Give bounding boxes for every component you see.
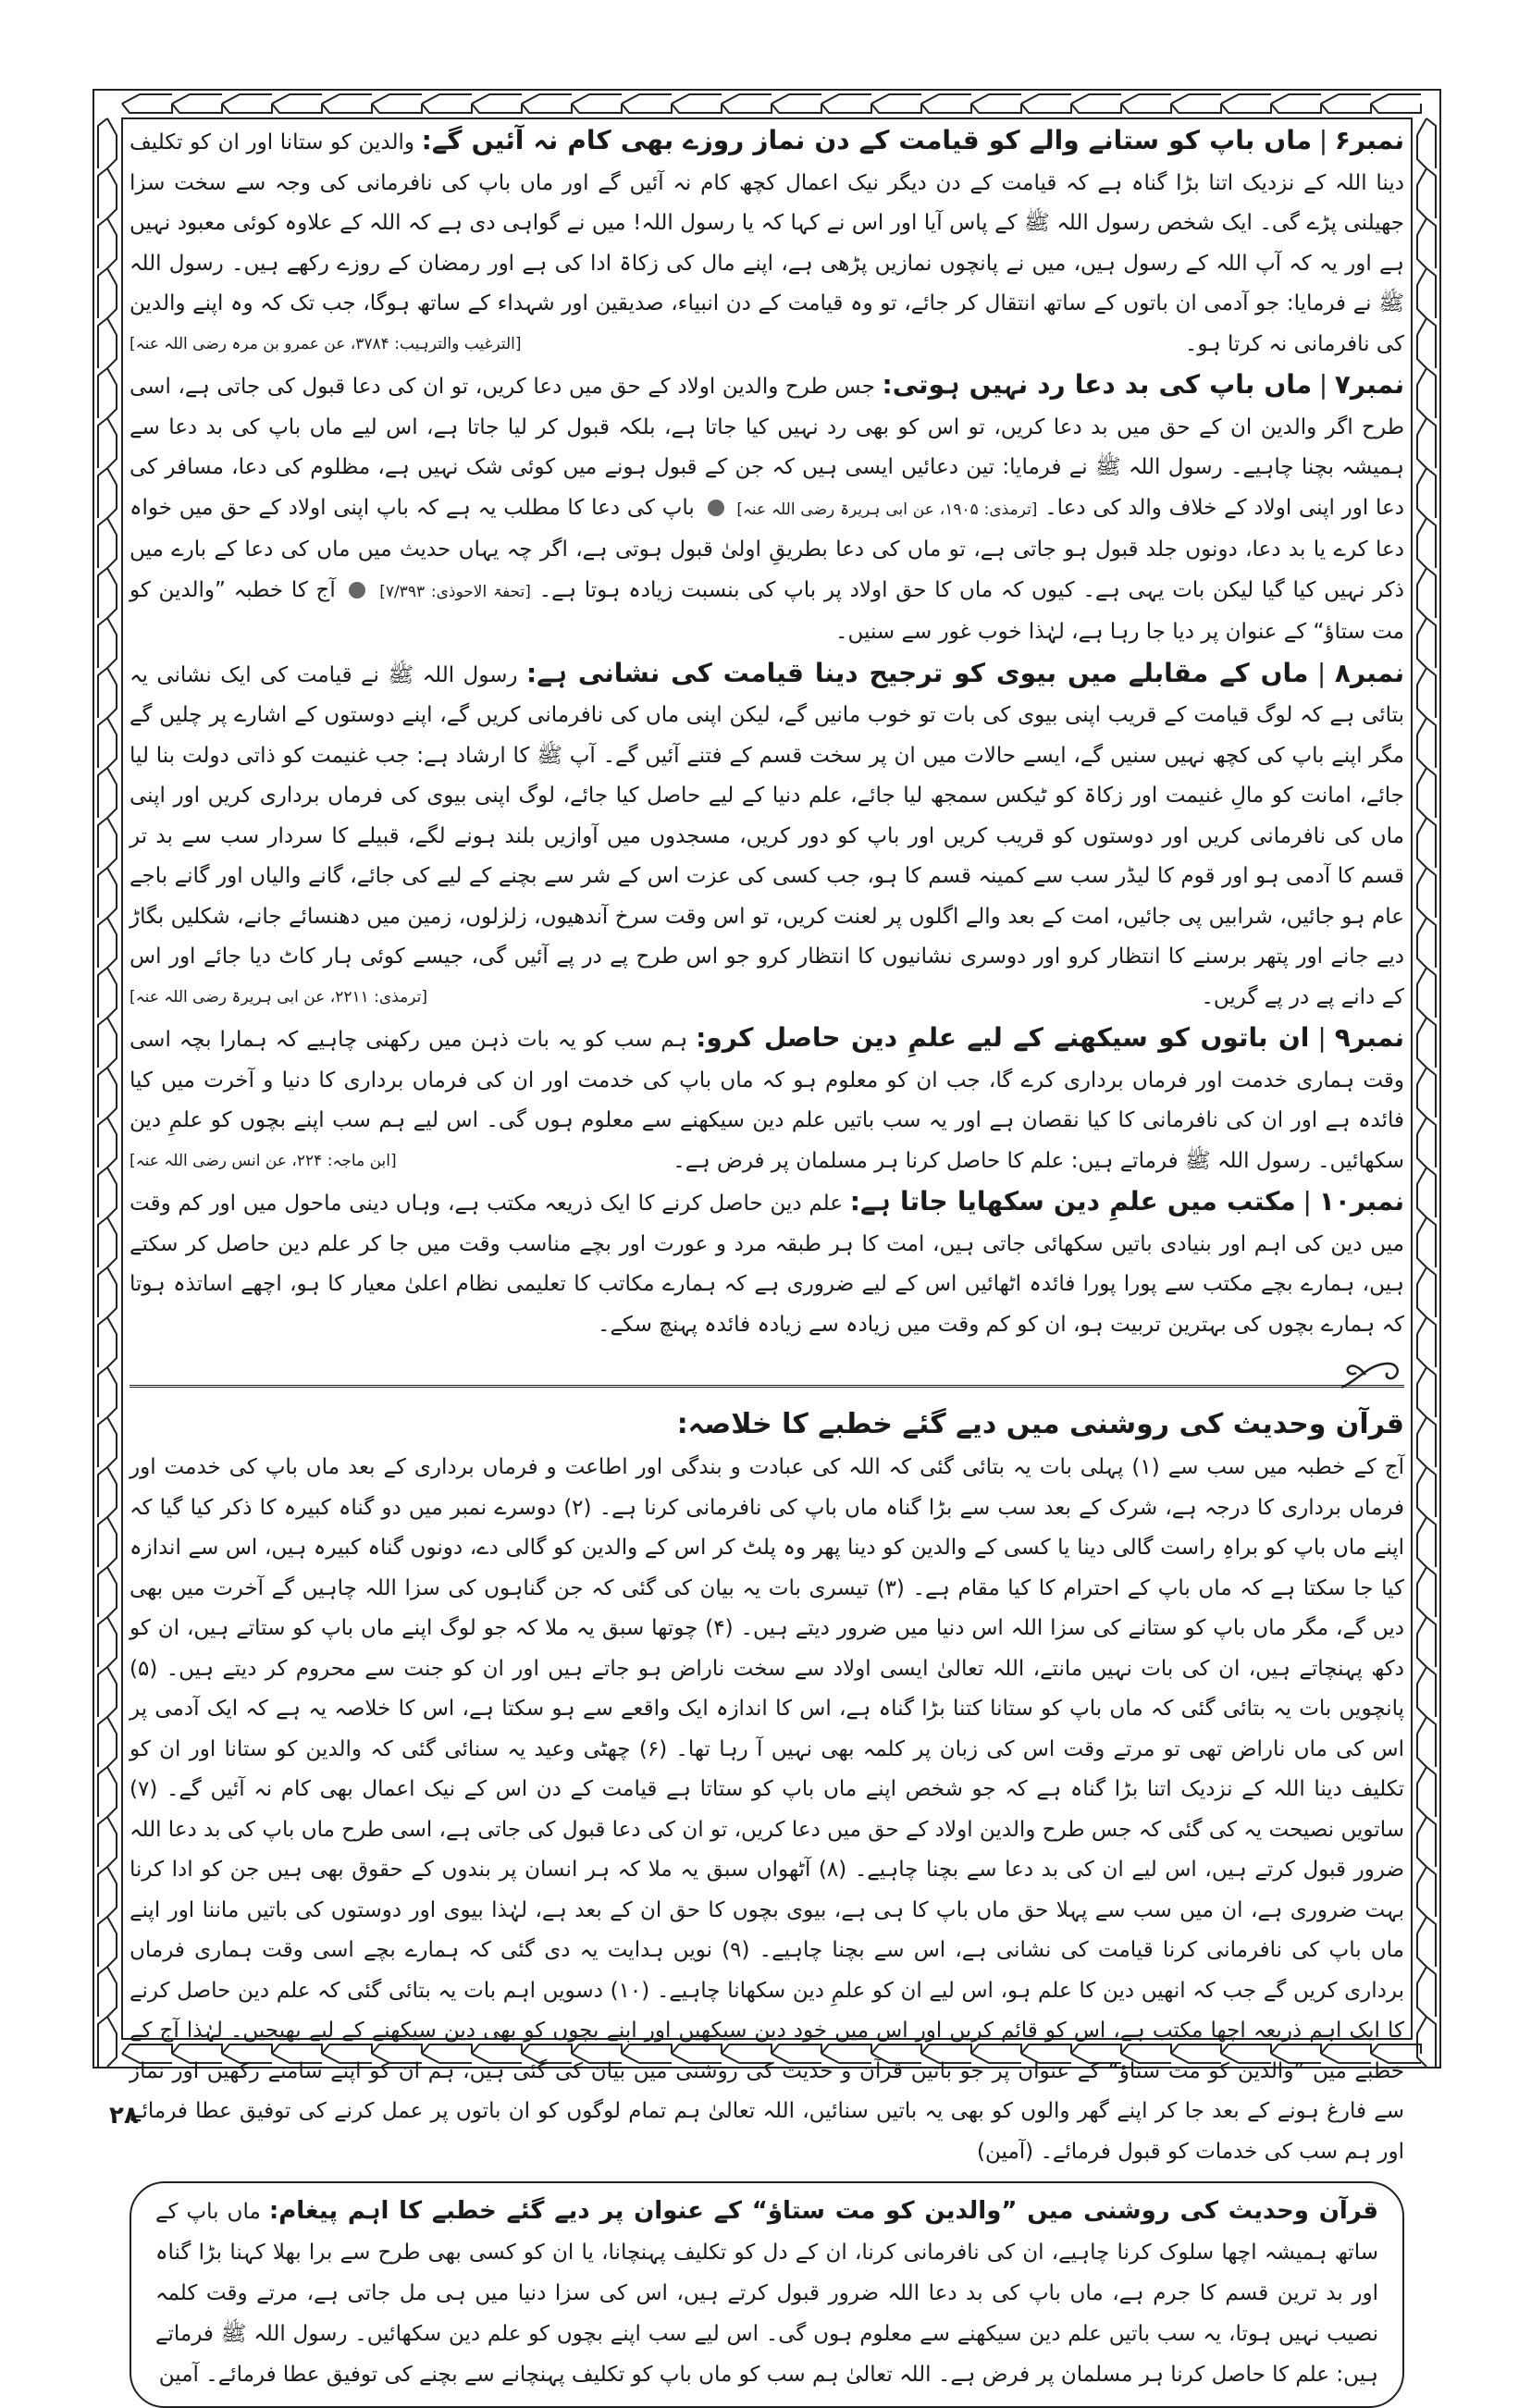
border-link-right [1417, 268, 1436, 318]
border-link-top [871, 94, 921, 104]
border-link-right [1417, 718, 1436, 768]
separator: | [1303, 1186, 1312, 1216]
border-link-left [98, 1417, 117, 1467]
border-link-right [1417, 168, 1436, 218]
border-link-top [722, 104, 772, 113]
border-link-top [422, 104, 472, 113]
border-link-top [222, 94, 272, 104]
border-link-left [98, 1917, 117, 1967]
section-body: جس طرح والدین اولاد کے حق میں دعا کریں، تو ان کی دعا قبول کی جاتی ہے، اسی طرح اگر والدین ان کے حق میں بد دعا کریں، تو اس کو بھی رد نہیں کیا جاتا ہے، بلکہ قبول کر لیا جاتا ہے، اس لیے ماں باپ کی بد دعا سے ہمیشہ بچنا چاہیے۔ رسول اللہ ﷺ نے فرمایا: تین دعائیں ایسی ہیں کہ جن کے قبول ہونے میں کوئی شک نہیں ہے، مظلوم کی دعا، مسافر کی دعا اور اپنی اولاد کے خلاف والد کی دعا۔ [130, 375, 1404, 520]
border-link-top [172, 94, 222, 104]
border-link-right [1417, 318, 1436, 368]
border-link-left [98, 1517, 117, 1567]
section-6 [130, 120, 1404, 364]
border-link-top [1171, 94, 1221, 104]
border-link-right [1417, 518, 1436, 568]
section-divider [130, 1351, 1404, 1395]
flourish-ornament-icon [1340, 1356, 1404, 1389]
border-link-left [98, 1167, 117, 1217]
section-7 [130, 364, 1404, 653]
border-link-left [98, 1118, 117, 1167]
border-link-left [98, 1617, 117, 1667]
border-link-right [1417, 1517, 1436, 1567]
border-link-top [1121, 94, 1171, 104]
border-link-top [1271, 94, 1321, 104]
citation: [ترمذی: ۱۹۰۵، عن ابی ہریرۃ رضی اللہ عنہ] [736, 500, 1038, 519]
border-link-right [1417, 118, 1436, 168]
border-link-top [1171, 104, 1221, 113]
border-link-top [1021, 104, 1071, 113]
border-link-top [672, 104, 722, 113]
border-link-top [971, 104, 1021, 113]
border-link-right [1417, 1817, 1436, 1867]
border-link-top [821, 104, 871, 113]
border-link-left [98, 718, 117, 768]
border-link-left [98, 1467, 117, 1517]
border-link-top [772, 94, 821, 104]
border-link-right [1417, 468, 1436, 518]
citation-2: [تحفۃ الاحوذی: ۷/۳۹۳] [379, 582, 531, 601]
border-link-top [372, 94, 422, 104]
border-link-right [1417, 1467, 1436, 1517]
citation: [الترغیب والترہیب: ۳۷۸۴، عن عمرو بن مرہ رضی اللہ عنہ] [130, 334, 522, 353]
border-link-top [1371, 104, 1421, 113]
border-link-top [472, 104, 522, 113]
border-link-top [572, 104, 622, 113]
citation: [ترمذی: ۲۲۱۱، عن ابی ہریرۃ رضی اللہ عنہ] [130, 987, 427, 1006]
border-link-top [672, 94, 722, 104]
border-link-left [98, 568, 117, 618]
section-title: ماں باپ کو ستانے والے کو قیامت کے دن نماز روزے بھی کام نہ آئیں گے: [421, 125, 1313, 155]
border-link-top [1321, 104, 1371, 113]
message-box-title: قرآن وحدیث کی روشنی میں ”والدین کو مت ستاؤ“ کے عنوان پر دیے گئے خطبے کا اہم پیغام: [268, 2197, 1379, 2225]
border-link-right [1417, 1667, 1436, 1717]
border-link-right [1417, 868, 1436, 918]
border-link-left [98, 518, 117, 568]
border-link-left [98, 618, 117, 668]
border-link-top [122, 94, 172, 104]
border-link-left [98, 1567, 117, 1617]
border-link-right [1417, 618, 1436, 668]
border-link-top [222, 104, 272, 113]
border-link-top [1121, 104, 1171, 113]
border-link-right [1417, 2017, 1436, 2067]
border-link-top [122, 104, 172, 113]
border-link-top [971, 94, 1021, 104]
page-number: ۲۸ [109, 2102, 139, 2130]
border-link-left [98, 1767, 117, 1817]
border-link-top [921, 104, 971, 113]
border-link-top [272, 94, 322, 104]
section-body-2: باپ کی دعا کا مطلب یہ ہے کہ باپ اپنی اولاد کے حق میں خواہ دعا کرے یا بد دعا، دونوں جلد قبول ہو جاتی ہے، تو ماں کی دعا بطریقِ اولیٰ قبول ہوتی ہے، اگر چہ یہاں حدیث میں ماں کی دعا کے بارے میں ذکر نہیں کیا گیا لیکن بات یہی ہے۔ کیوں کہ ماں کا حق اولاد پر باپ کی بنسبت زیادہ ہوتا ہے۔ [130, 495, 1405, 602]
border-link-top [472, 94, 522, 104]
border-link-left [98, 1018, 117, 1068]
section-number: نمبر۷ [1334, 369, 1404, 400]
border-link-top [522, 94, 572, 104]
border-link-top [1321, 94, 1371, 104]
border-link-right [1417, 568, 1436, 618]
border-link-top [1071, 104, 1121, 113]
border-link-right [1417, 1567, 1436, 1617]
border-link-top [572, 94, 622, 104]
summary-section [130, 1408, 1404, 2172]
section-number: نمبر۶ [1334, 125, 1405, 155]
border-link-left [98, 218, 117, 268]
border-link-top [722, 94, 772, 104]
border-link-right [1417, 1367, 1436, 1417]
separator: | [1318, 125, 1328, 155]
border-link-top [1221, 94, 1271, 104]
border-link-top [871, 104, 921, 113]
section-number: نمبر۹ [1334, 1022, 1404, 1053]
border-link-right [1417, 918, 1436, 968]
border-link-right [1417, 668, 1436, 718]
border-link-top [1371, 94, 1421, 104]
border-link-right [1417, 1217, 1436, 1267]
border-link-right [1417, 1068, 1436, 1118]
section-number: نمبر۱۰ [1318, 1186, 1405, 1216]
border-link-left [98, 1068, 117, 1118]
border-link-left [98, 368, 117, 418]
border-link-right [1417, 1917, 1436, 1967]
section-title: مکتب میں علمِ دین سکھایا جاتا ہے: [849, 1186, 1296, 1216]
summary-title: قرآن وحدیث کی روشنی میں دیے گئے خطبے کا خلاصہ: [676, 1408, 1404, 1440]
page-content [130, 120, 1404, 2408]
border-link-left [98, 168, 117, 218]
border-link-left [98, 1967, 117, 2017]
border-link-left [98, 768, 117, 818]
border-link-left [98, 1217, 117, 1267]
border-link-right [1417, 218, 1436, 268]
border-link-left [98, 268, 117, 318]
section-title: ماں باپ کی بد دعا رد نہیں ہوتی: [882, 369, 1313, 400]
border-link-right [1417, 1867, 1436, 1917]
border-link-top [372, 104, 422, 113]
border-link-top [322, 104, 372, 113]
border-link-right [1417, 1267, 1436, 1317]
divider-line [130, 1385, 1404, 1389]
bullet-icon [708, 500, 724, 516]
border-link-top [322, 94, 372, 104]
border-link-top [1271, 104, 1321, 113]
citation: [ابن ماجہ: ۲۲۴، عن انس رضی اللہ عنہ] [130, 1151, 397, 1170]
bullet-icon [349, 582, 365, 599]
border-link-top [1021, 94, 1071, 104]
border-link-left [98, 918, 117, 968]
border-link-top [921, 94, 971, 104]
border-link-right [1417, 768, 1436, 818]
border-link-left [98, 118, 117, 168]
border-link-right [1417, 818, 1436, 868]
summary-body: آج کے خطبہ میں سب سے (۱) پہلی بات یہ بتائی گئی کہ اللہ کی عبادت و بندگی اور اطاعت و فرماں برداری کے بعد ماں باپ کی خدمت اور فرماں برداری کا درجہ ہے، شرک کے بعد سب سے بڑا گناہ ماں باپ کی نافرمانی کرنا ہے۔ (۲) دوسرے نمبر میں دو گناہ کبیرہ کا ذکر کیا گیا کہ اپنے ماں باپ کو براہِ راست گالی دینا یا کسی کے والدین کو دینا پھر وہ پلٹ کر اس کے والدین کو گالی دے، دونوں گناہ کبیرہ ہیں، اس سے اندازہ کیا جا سکتا ہے کہ ماں باپ کے احترام کا کیا مقام ہے۔ (۳) تیسری بات یہ بیان کی گئی کہ جن گناہوں کی سزا اللہ چاہیں گے آخرت میں بھی دیں گے، مگر ماں باپ کو ستانے کی سزا اللہ اس دنیا میں ضرور دیتے ہیں۔ (۴) چوتھا سبق یہ ملا کہ جو لوگ اپنے ماں باپ کو ستاتے ہیں، ان کو دکھ پہنچاتے ہیں، ان کی بات نہیں مانتے، اللہ تعالیٰ ایسی اولاد سے سخت ناراض ہو جاتے ہیں اور ان کو جنت سے محروم کر دیتے ہیں۔ (۵) پانچویں بات یہ بتائی گئی کہ ماں باپ کو ستانا کتنا بڑا گناہ ہے، اس کا اندازہ ایک واقعے سے ہو سکتا ہے، اس کا خلاصہ یہ ہے کہ ایک آدمی پر اس کی ماں ناراض تھی تو مرتے وقت اس کی زبان پر کلمہ بھی نہیں آ رہا تھا۔ (۶) چھٹی وعید یہ سنائی گئی کہ والدین کو ستانا اور ان کو تکلیف دینا اللہ کے نزدیک اتنا بڑا گناہ ہے کہ جو شخص اپنے ماں باپ کو ستاتا ہے قیامت کے دن اس کے نیک اعمال بھی کام نہ آئیں گے۔ (۷) ساتویں نصیحت یہ کی گئی کہ جس طرح والدین اولاد کے حق میں دعا کریں، تو ان کی دعا قبول کی جاتی ہے، اسی طرح ماں باپ کی بد دعا اللہ ضرور قبول کرتے ہیں، اس لیے ان کی بد دعا سے بچنا چاہیے۔ (۸) آٹھواں سبق یہ ملا کہ ہر انسان پر بندوں کے حقوق بھی ہیں جن کو ادا کرنا بہت ضروری ہے، ان میں سب سے پہلا حق ماں باپ کا ہی ہے، بیوی بچوں کا حق ان کے بعد ہے، لہٰذا بیوی اور دوستوں کی باتیں ماننا اور اپنے ماں باپ کی نافرمانی کرنا قیامت کی نشانی ہے، اس سے بچنا چاہیے۔ (۹) نویں ہدایت یہ دی گئی کہ ہمارے بچے اسی وقت ہماری فرماں برداری کریں گے جب کہ انھیں دین کا علم ہو، اس لیے ان کو علمِ دین سکھانا چاہیے۔ (۱۰) دسویں اہم بات یہ بتائی گئی کہ علم دین حاصل کرنے کا ایک اہم ذریعہ اچھا مکتب ہے، اس کو قائم کریں اور اس میں خود دین سیکھیں اور اپنے بچوں کو بھی دین سیکھنے کے لیے بھیجیں۔ لہٰذا آج کے خطبے میں ”والدین کو مت ستاؤ“ کے عنوان پر جو باتیں قرآن و حدیث کی روشنی میں بیان کی گئی ہیں، ہم ان کو اپنے سامنے رکھیں اور نماز سے فارغ ہونے کے بعد جا کر اپنے گھر والوں کو بھی یہ باتیں سنائیں، اللہ تعالیٰ ہم تمام لوگوں کو ان باتوں پر عمل کرنے کی توفیق عطا فرمائے اور ہم سب کی خدمات کو قبول فرمائے۔ (آمین) [130, 1455, 1405, 2164]
separator: | [1317, 1022, 1327, 1053]
border-link-top [1071, 94, 1121, 104]
border-link-top [172, 104, 222, 113]
message-box [130, 2181, 1404, 2408]
border-link-right [1417, 1118, 1436, 1167]
section-title: ان باتوں کو سیکھنے کے لیے علمِ دین حاصل کرو: [696, 1022, 1310, 1053]
section-10 [130, 1181, 1404, 1345]
border-link-right [1417, 1167, 1436, 1217]
border-link-right [1417, 418, 1436, 468]
section-body: والدین کو ستانا اور ان کو تکلیف دینا اللہ کے نزدیک اتنا بڑا گناہ ہے کہ قیامت کے دن دیگر نیک اعمال کچھ کام نہ آئیں گے اور ماں باپ کی نافرمانی کی وجہ سے سخت سزا جھیلنی پڑے گی۔ ایک شخص رسول اللہ ﷺ کے پاس آیا اور اس نے کہا کہ یا رسول اللہ! میں نے گواہی دی ہے کہ اللہ کے علاوہ کوئی معبود نہیں ہے اور یہ کہ آپ اللہ کے رسول ہیں، میں نے پانچوں نمازیں پڑھی ہے، اپنے مال کی زکاۃ ادا کی ہے اور رمضان کے روزے رکھے ہیں۔ رسول اللہ ﷺ نے فرمایا: جو آدمی ان باتوں کے ساتھ انتقال کر جائے، تو وہ قیامت کے دن انبیاء، صدیقین اور شہداء کے ساتھ ہوگا، جب تک کہ وہ اپنے والدین کی نافرمانی نہ کرتا ہو۔ [130, 130, 1404, 356]
border-link-top [272, 104, 322, 113]
section-9 [130, 1018, 1404, 1181]
section-body-3: آج کا خطبہ ”والدین کو مت ستاؤ“ کے عنوان پر دیا جا رہا ہے، لہٰذا خوب غور سے سنیں۔ [130, 577, 1404, 644]
section-title: ماں کے مقابلے میں بیوی کو ترجیح دینا قیامت کی نشانی ہے: [526, 657, 1309, 688]
border-link-right [1417, 1018, 1436, 1068]
section-body: رسول اللہ ﷺ نے قیامت کی ایک نشانی یہ بتائی ہے کہ لوگ قیامت کے قریب اپنی بیوی کی بات تو خوب مانیں گے، لیکن اپنی ماں کی نافرمانی کریں گے، اپنے دوستوں کے اشارے پر چلیں گے مگر اپنے باپ کی کچھ نہیں سنیں گے، ایسے حالات میں ان پر سخت قسم کے فتنے آئیں گے۔ آپ ﷺ کا ارشاد ہے: جب غنیمت کو ذاتی دولت بنا لیا جائے، امانت کو مالِ غنیمت اور زکاۃ کو ٹیکس سمجھ لیا جائے، علم دنیا کے لیے حاصل کیا جائے، لوگ اپنی بیوی کی فرماں برداری کریں اور اپنی ماں کی نافرمانی کریں اور دوستوں کو قریب کریں اور باپ کو دور کریں، مسجدوں میں آوازیں بلند ہونے لگے، قبیلے کا سردار سب سے بد تر قسم کا آدمی ہو اور قوم کا لیڈر سب سے کمینہ قسم کا ہو، جب کسی کی عزت اس کے شر سے بچنے کے لیے کی جائے، گانے والیاں اور گانے باجے عام ہو جائیں، شرابیں پی جائیں، امت کے بعد والے اگلوں پر لعنت کریں، تو اس وقت سرخ آندھیوں، زلزلوں، زمین میں دھنسائے جانے، شکلیں بگاڑ دیے جانے اور پتھر برسنے کا انتظار کرو اور دوسری نشانیوں کا انتظار کرو جو اس طرح پے در پے آئیں گی، جیسے کوئی ہار کاٹ دیا جائے اور اس کے دانے پے در پے گریں۔ [130, 662, 1404, 1009]
border-link-right [1417, 1767, 1436, 1817]
border-link-top [522, 104, 572, 113]
border-link-right [1417, 1417, 1436, 1467]
border-link-left [98, 868, 117, 918]
separator: | [1318, 369, 1328, 400]
border-link-top [1221, 104, 1271, 113]
border-link-top [772, 104, 821, 113]
border-link-right [1417, 968, 1436, 1018]
border-link-left [98, 1667, 117, 1717]
section-8 [130, 653, 1404, 1019]
border-link-top [821, 94, 871, 104]
message-box-body: ماں باپ کے ساتھ ہمیشہ اچھا سلوک کرنا چاہیے، ان کی نافرمانی کرنا، ان کے دل کو تکلیف پہنچانا، یا ان کو کسی بھی طرح سے برا بھلا کہنا بڑا گناہ اور بد ترین قسم کا جرم ہے، ماں باپ کی بد دعا اللہ ضرور قبول کرتے ہیں، اس کی سزا دنیا میں ہی مل جاتی ہے، مرتے وقت کلمہ نصیب نہیں ہوتا، یہ سب باتیں علم دین سیکھنے سے معلوم ہوں گی۔ اس لیے سب اپنے بچوں کو علم دین سکھائیں۔ رسول اللہ ﷺ فرماتے ہیں: علم کا حاصل کرنا ہر مسلمان پر فرض ہے۔ اللہ تعالیٰ ہم سب کو ماں باپ کو تکلیف پہنچانے سے بچنے کی توفیق عطا فرمائے۔ آمین [155, 2200, 1378, 2387]
section-number: نمبر۸ [1334, 657, 1405, 688]
border-link-left [98, 668, 117, 718]
border-link-right [1417, 1967, 1436, 2017]
border-link-left [98, 1817, 117, 1867]
border-link-left [98, 968, 117, 1018]
border-link-left [98, 418, 117, 468]
border-link-left [98, 1867, 117, 1917]
border-link-left [98, 818, 117, 868]
border-link-left [98, 1717, 117, 1767]
border-link-left [98, 1317, 117, 1367]
border-link-right [1417, 1317, 1436, 1367]
border-link-right [1417, 1617, 1436, 1667]
separator: | [1316, 657, 1327, 688]
border-link-left [98, 2017, 117, 2067]
border-link-right [1417, 1717, 1436, 1767]
border-link-left [98, 1267, 117, 1317]
border-link-left [98, 318, 117, 368]
section-body: ہم سب کو یہ بات ذہن میں رکھنی چاہیے کہ ہمارا بچہ اسی وقت ہماری خدمت اور فرماں برداری کرے گا، جب ان کو معلوم ہو کہ ماں باپ کی خدمت اور ان کی فرماں برداری کا دنیا و آخرت میں کیا فائدہ ہے اور ان کی نافرمانی کا کیا نقصان ہے اور یہ سب باتیں علم دین سیکھنے سے معلوم ہوں گی۔ اس لیے ہم سب اپنے بچوں کو علمِ دین سکھائیں۔ رسول اللہ ﷺ فرماتے ہیں: علم کا حاصل کرنا ہر مسلمان پر فرض ہے۔ [130, 1028, 1404, 1173]
border-link-top [622, 104, 672, 113]
border-link-top [422, 94, 472, 104]
border-link-top [622, 94, 672, 104]
border-link-right [1417, 368, 1436, 418]
border-link-left [98, 468, 117, 518]
section-body: علم دین حاصل کرنے کا ایک ذریعہ مکتب ہے، وہاں دینی ماحول میں اور کم وقت میں دین کی اہم اور بنیادی باتیں سکھائی جاتی ہیں، امت کا ہر طبقہ مرد و عورت اور بچے مناسب وقت میں جا کر علم دین حاصل کر سکتے ہیں، ہمارے بچے مکتب سے پورا پورا فائدہ اٹھائیں اس کے لیے ضروری ہے کہ ہمارے مکاتب کا تعلیمی نظام اعلیٰ معیار کا ہو، اچھے اساتذہ ہوتا کہ ہمارے بچوں کی بہترین تربیت ہو، ان کو کم وقت میں زیادہ سے زیادہ فائدہ پہنچ سکے۔ [130, 1192, 1404, 1337]
border-link-left [98, 1367, 117, 1417]
